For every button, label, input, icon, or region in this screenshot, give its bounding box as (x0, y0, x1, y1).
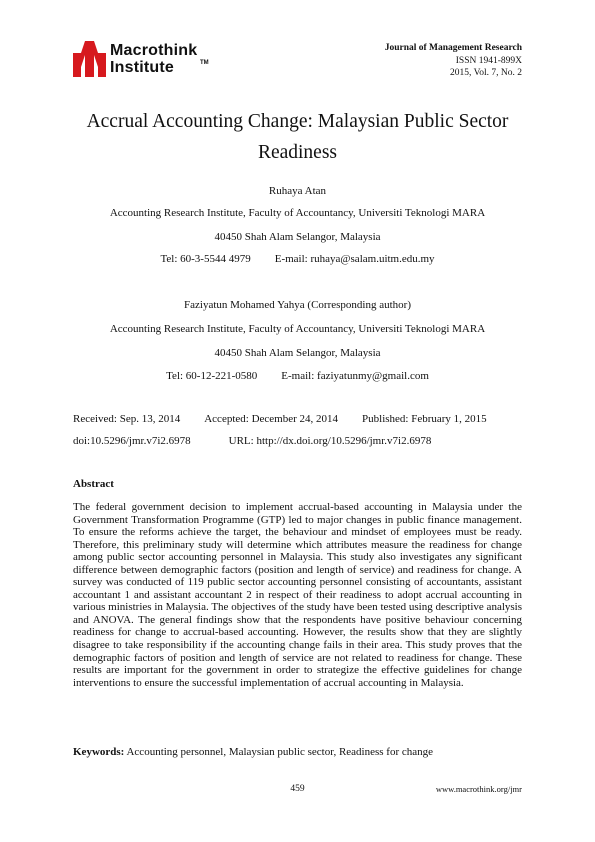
author-affiliation: Accounting Research Institute, Faculty of Accountancy, Universiti Teknologi MARA (109, 207, 486, 219)
received-date: Received: Sep. 13, 2014 (73, 413, 181, 425)
journal-name: Journal of Management Research (384, 43, 522, 53)
author-address: 40450 Shah Alam Selangor, Malaysia (214, 231, 381, 243)
logo-mark-icon (73, 41, 107, 77)
paper-title (73, 106, 522, 168)
journal-issn: ISSN 1941-899X (455, 55, 522, 66)
keywords-line (73, 745, 433, 759)
abstract-body: The federal government decision to implement accrual-based accounting in Malaysia under the Government Transformation Programme (GTP) led to major changes in public finance management. To ensure the reforms achieve the target, the behaviour and mindset of employees must be ready. Therefore, this preliminary study will determine which attributes measure the readiness for change among public sector accounting personnel in Malaysia. This study also investigates any significant difference between demographic factors (position and length of service) and readiness for change. A survey was conducted of 119 public sector accounting personnel consisting of accountants, assistant accountant 1 and assistant accountant 2 in respect of their readiness to adopt accrual accounting in various ministries in Malaysia. The objectives of the study have been tested using descriptive analysis and ANOVA. The general findings show that the respondents have positive behaviour concerning readiness for change to accrual-based accounting. However, the results show that they are slightly disagree to take responsibility if the accounting change fails in their area. This study proves that the demographic factors of position and length of service are not related to readiness for change. These results are important for the government in order to strategize the effective guidelines for change interventions to ensure the successful implementation of accrual accounting in Malaysia. (73, 501, 522, 689)
doi-url-link[interactable]: URL: http://dx.doi.org/10.5296/jmr.v7i2.6978 (228, 435, 432, 447)
footer-url-link[interactable]: www.macrothink.org/jmr (435, 784, 522, 794)
title-line-2: Readiness (257, 142, 338, 163)
page-number: 459 (290, 784, 305, 794)
author-tel: Tel: 60-3-5544 4979 (160, 253, 251, 265)
author-email[interactable]: E-mail: faziyatunmy@gmail.com (281, 370, 429, 382)
macrothink-logo (73, 41, 233, 81)
journal-info (385, 42, 522, 80)
author-address: 40450 Shah Alam Selangor, Malaysia (214, 347, 381, 359)
author-contact (60, 252, 535, 266)
author-tel: Tel: 60-12-221-0580 (166, 370, 258, 382)
doi-line (73, 434, 431, 448)
publication-dates (73, 412, 487, 426)
keywords-label: Keywords: (73, 746, 125, 758)
author-affiliation: Accounting Research Institute, Faculty of Accountancy, Universiti Teknologi MARA (109, 323, 486, 335)
accepted-date: Accepted: December 24, 2014 (204, 413, 339, 425)
doi-text: doi:10.5296/jmr.v7i2.6978 (73, 435, 191, 447)
author-contact (60, 369, 535, 383)
author-name: Faziyatun Mohamed Yahya (Corresponding author) (184, 299, 411, 311)
title-line-1: Accrual Accounting Change: Malaysian Public Sector (86, 111, 509, 132)
journal-volume: 2015, Vol. 7, No. 2 (450, 68, 522, 78)
logo-trademark: TM (200, 60, 209, 66)
abstract-heading: Abstract (73, 478, 114, 490)
published-date: Published: February 1, 2015 (362, 413, 487, 425)
keywords-text: Accounting personnel, Malaysian public sector, Readiness for change (126, 746, 434, 758)
logo-text-institute: Institute (110, 59, 175, 76)
logo-text-macrothink: Macrothink (110, 42, 198, 59)
author-name: Ruhaya Atan (268, 185, 327, 197)
author-email[interactable]: E-mail: ruhaya@salam.uitm.edu.my (274, 253, 435, 265)
